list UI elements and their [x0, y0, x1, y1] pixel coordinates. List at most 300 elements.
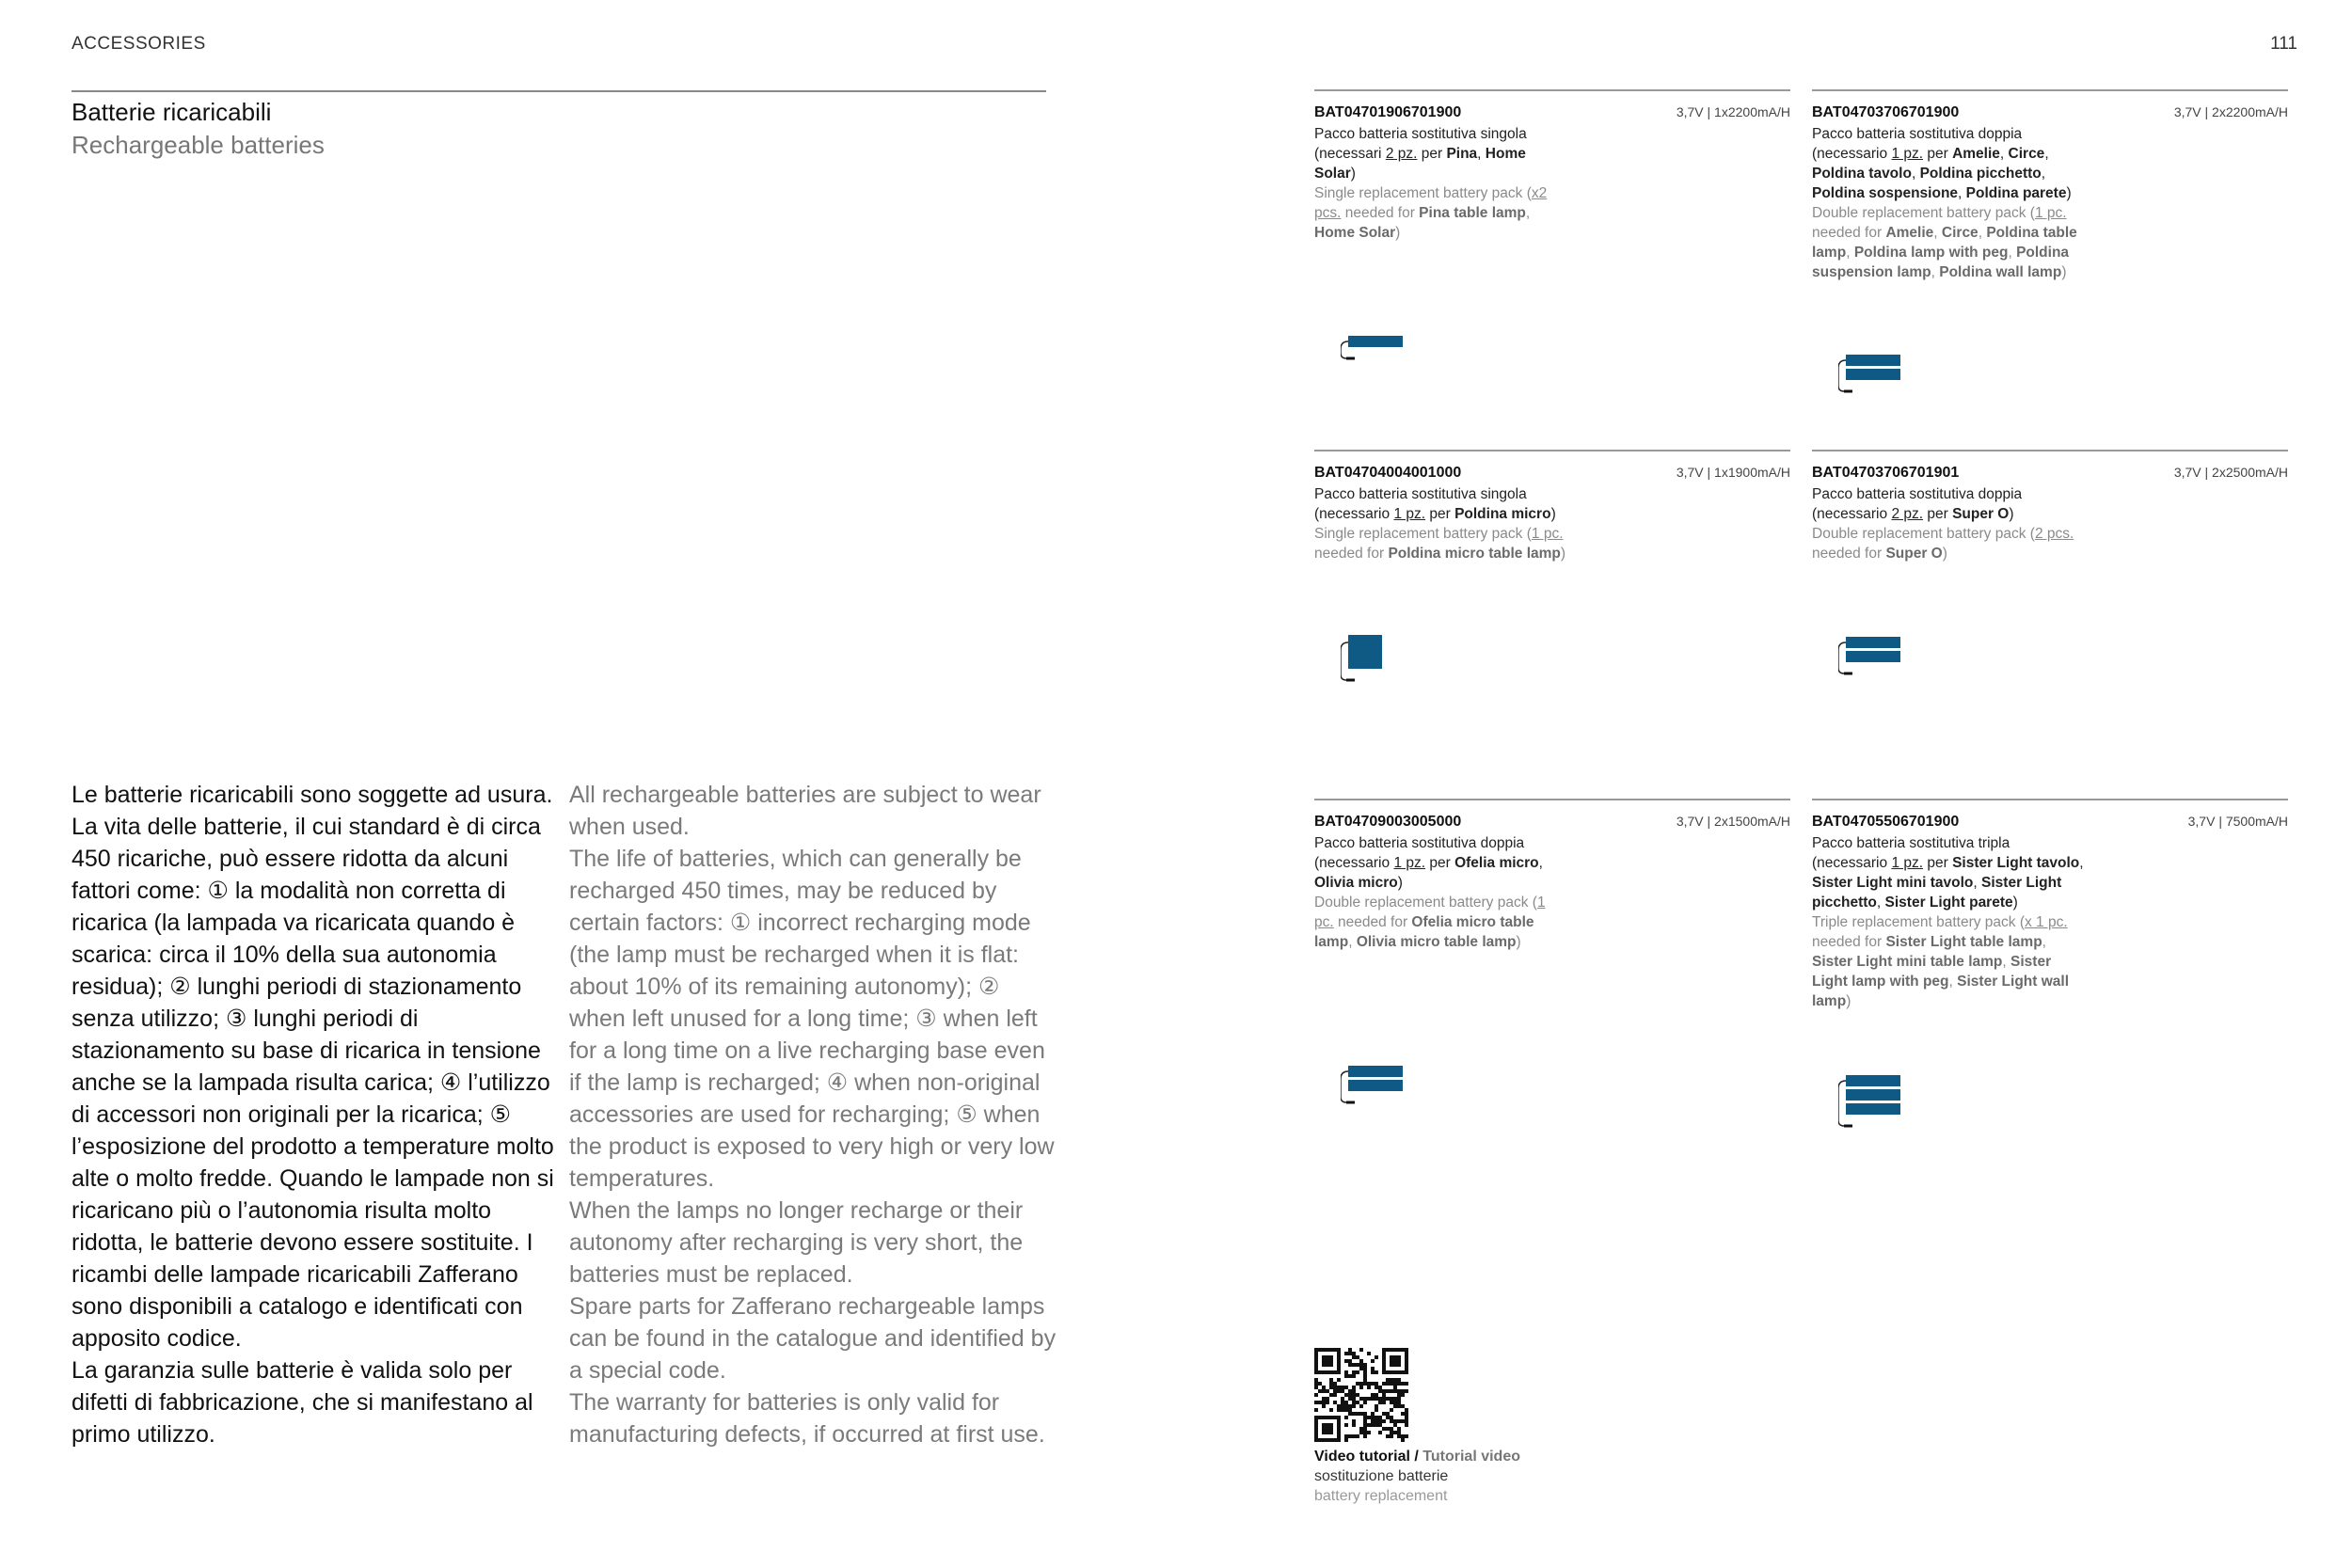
qr-module	[1326, 1438, 1329, 1442]
qr-module	[1405, 1348, 1408, 1352]
qr-module	[1397, 1404, 1401, 1408]
qr-module	[1397, 1431, 1401, 1434]
qr-module	[1322, 1416, 1326, 1419]
qr-module	[1382, 1412, 1386, 1416]
qr-module	[1397, 1370, 1401, 1374]
text-segment: ,	[2002, 954, 2011, 970]
qr-module	[1393, 1386, 1397, 1389]
qr-module	[1393, 1389, 1397, 1393]
qr-module	[1337, 1367, 1341, 1370]
qr-module	[1375, 1397, 1378, 1401]
text-segment: )	[1942, 546, 1947, 562]
qr-module	[1359, 1348, 1363, 1352]
qr-module	[1333, 1348, 1337, 1352]
qr-module	[1378, 1389, 1382, 1393]
text-segment: Triple replacement battery pack (	[1812, 914, 2025, 930]
text-segment: needed for	[1812, 934, 1886, 950]
text-segment: per	[1425, 855, 1455, 871]
qr-module	[1314, 1438, 1318, 1442]
text-segment: ,	[1348, 934, 1357, 950]
qr-module	[1329, 1431, 1333, 1434]
product-description	[1314, 484, 1568, 563]
description-italian	[1314, 124, 1568, 183]
qr-module	[1329, 1438, 1333, 1442]
quantity: 1 pc.	[1531, 526, 1564, 542]
video-tutorial-link[interactable]	[1314, 1447, 1615, 1506]
qr-module	[1341, 1386, 1344, 1389]
qr-module	[1314, 1359, 1318, 1363]
product-name: Amelie	[1885, 225, 1934, 241]
qr-module	[1352, 1419, 1356, 1423]
product-code: BAT04703706701900	[1812, 104, 1960, 120]
qr-module	[1382, 1348, 1386, 1352]
qr-module	[1382, 1419, 1386, 1423]
qr-module	[1356, 1355, 1359, 1359]
text-segment: ,	[1948, 974, 1958, 990]
qr-module	[1393, 1423, 1397, 1427]
qr-module	[1363, 1401, 1367, 1404]
product-code: BAT04704004001000	[1314, 465, 1462, 481]
qr-module	[1329, 1355, 1333, 1359]
qr-module	[1344, 1359, 1348, 1363]
qr-module	[1326, 1355, 1329, 1359]
quantity: 2 pz.	[1385, 146, 1418, 162]
battery-connector	[1346, 679, 1355, 682]
qr-module	[1314, 1434, 1318, 1438]
quantity: 1 pz.	[1393, 855, 1426, 871]
qr-module	[1337, 1427, 1341, 1431]
qr-module	[1367, 1386, 1371, 1389]
battery-cell	[1846, 1089, 1900, 1101]
product-spec: 3,7V | 7500mA/H	[2187, 814, 2288, 829]
description-english	[1314, 183, 1568, 243]
text-segment: Double replacement battery pack (	[1314, 895, 1537, 911]
qr-module	[1382, 1370, 1386, 1374]
quantity: x 1 pc.	[2025, 914, 2068, 930]
text-segment: Pacco batteria sostitutiva singola (necessario	[1314, 486, 1527, 522]
qr-module	[1378, 1423, 1382, 1427]
qr-module	[1314, 1419, 1318, 1423]
paragraph: La vita delle batterie, il cui standard è di circa 450 ricariche, può essere ridotta da alcuni fattori come: ① la modalità non corretta di ricarica (la lampada va ricaricata quando è scarica: circa il 10% della sua autonomia residua); ② lunghi periodi di stazionamento senza utilizzo; ③ lunghi periodi di stazionamento su base di ricarica in tensione anche se la lampada risulta carica; ④ l’utilizzo di accessori non originali per la ricarica; ⑤ l’esposizione del prodotto a temperature molto alte o molto fredde. Quando le lampade non si ricaricano più o l’autonomia risulta molto ridotta, le batterie devono essere sostituite. I ricambi delle lampade ricaricabili Zafferano sono disponibili a catalogo e identificati con apposito codice.	[72, 814, 554, 1352]
qr-module	[1386, 1416, 1390, 1419]
qr-module	[1371, 1370, 1375, 1374]
qr-module	[1363, 1367, 1367, 1370]
text-segment: ,	[1973, 875, 1982, 891]
battery-pack-svg	[1341, 1062, 1425, 1130]
text-segment: ,	[1911, 166, 1920, 182]
qr-module	[1329, 1427, 1333, 1431]
qr-module	[1344, 1393, 1348, 1397]
qr-module	[1348, 1352, 1352, 1355]
paragraph: Spare parts for Zafferano rechargeable lamps can be found in the catalogue and identified by a special code.	[569, 1293, 1057, 1384]
qr-module	[1344, 1438, 1348, 1442]
product-name: Poldina tavolo	[1812, 166, 1912, 182]
page-number: 111	[2270, 34, 2297, 54]
qr-module	[1390, 1419, 1393, 1423]
qr-module	[1326, 1389, 1329, 1393]
text-segment: ,	[2008, 245, 2017, 261]
qr-module	[1329, 1378, 1333, 1382]
qr-module	[1375, 1423, 1378, 1427]
video-caption-en: battery replacement	[1314, 1488, 1448, 1504]
video-label-it: Video tutorial	[1314, 1449, 1410, 1465]
qr-module	[1390, 1389, 1393, 1393]
quantity: 1 pz.	[1393, 506, 1426, 522]
product-description	[1314, 833, 1568, 952]
video-caption-it: sostituzione batterie	[1314, 1468, 1449, 1484]
qr-module	[1390, 1370, 1393, 1374]
qr-module	[1401, 1370, 1405, 1374]
paragraph: The warranty for batteries is only valid for manufacturing defects, if occurred at first use.	[569, 1389, 1045, 1448]
qr-module	[1378, 1416, 1382, 1419]
qr-module	[1348, 1412, 1352, 1416]
battery-pack-image	[1341, 1062, 1425, 1130]
qr-module	[1344, 1370, 1348, 1374]
qr-module	[1322, 1355, 1326, 1359]
qr-module	[1352, 1393, 1356, 1397]
paragraph: All rechargeable batteries are subject to wear when used.	[569, 782, 1041, 840]
qr-module	[1393, 1397, 1397, 1401]
qr-module	[1333, 1416, 1337, 1419]
product-name: Olivia micro	[1314, 875, 1398, 891]
qr-module	[1359, 1427, 1363, 1431]
product-name: Home Solar	[1314, 146, 1526, 182]
qr-module	[1341, 1408, 1344, 1412]
description-english	[1812, 524, 2085, 563]
qr-module	[1401, 1419, 1405, 1423]
qr-module	[1352, 1412, 1356, 1416]
battery-pack-image	[1341, 633, 1425, 701]
qr-module	[1401, 1404, 1405, 1408]
qr-module	[1405, 1355, 1408, 1359]
qr-module	[1348, 1363, 1352, 1367]
text-segment: per	[1923, 506, 1953, 522]
qr-module	[1344, 1423, 1348, 1427]
description-italian	[1812, 833, 2085, 912]
qr-module	[1314, 1348, 1318, 1352]
qr-module	[1318, 1370, 1322, 1374]
text-segment: ,	[1958, 185, 1966, 201]
qr-module	[1363, 1427, 1367, 1431]
qr-module	[1378, 1386, 1382, 1389]
text-segment: Pacco batteria sostitutiva doppia (necessario	[1812, 486, 2023, 522]
product-name: Home Solar	[1314, 225, 1396, 241]
product-name: Sister Light parete	[1884, 895, 2013, 911]
qr-module	[1390, 1363, 1393, 1367]
qr-module	[1337, 1348, 1341, 1352]
quantity: x2 pcs.	[1314, 185, 1548, 221]
qr-module	[1405, 1389, 1408, 1393]
qr-module	[1393, 1401, 1397, 1404]
qr-module	[1318, 1382, 1322, 1386]
product-name: Sister Light mini tavolo	[1812, 875, 1974, 891]
qr-module	[1352, 1386, 1356, 1389]
qr-module	[1341, 1401, 1344, 1404]
qr-module	[1337, 1404, 1341, 1408]
qr-module	[1397, 1401, 1401, 1404]
text-segment: needed for	[1333, 914, 1412, 930]
text-segment: )	[1397, 875, 1403, 891]
battery-wire	[1341, 341, 1348, 358]
qr-module	[1322, 1397, 1326, 1401]
qr-module	[1329, 1359, 1333, 1363]
product-name: Circe	[1941, 225, 1979, 241]
text-segment: ,	[2044, 146, 2049, 162]
product-name: Sister Light table lamp	[1885, 934, 2042, 950]
qr-module	[1375, 1393, 1378, 1397]
qr-module	[1363, 1412, 1367, 1416]
qr-module	[1386, 1389, 1390, 1393]
qr-module	[1326, 1370, 1329, 1374]
battery-pack-image	[1838, 1071, 1923, 1139]
product-name: Poldina wall lamp	[1939, 264, 2062, 280]
qr-module	[1329, 1363, 1333, 1367]
qr-module	[1314, 1427, 1318, 1431]
qr-module	[1371, 1367, 1375, 1370]
product-name: Pina	[1446, 146, 1478, 162]
text-segment: )	[1395, 225, 1401, 241]
qr-module	[1367, 1382, 1371, 1386]
qr-module	[1344, 1401, 1348, 1404]
qr-module	[1386, 1427, 1390, 1431]
product-description	[1812, 833, 2085, 1011]
qr-module	[1337, 1416, 1341, 1419]
text-segment: Pacco batteria sostitutiva doppia (necessario	[1314, 835, 1525, 871]
product-name: Poldina parete	[1965, 185, 2067, 201]
qr-module	[1401, 1412, 1405, 1416]
qr-module	[1363, 1378, 1367, 1382]
qr-module	[1363, 1382, 1367, 1386]
paragraph: The life of batteries, which can generally be recharged 450 times, may be reduced by certain factors: ① incorrect recharging mode (the lamp must be recharged when it is flat: about 10% of its remaining autonomy); ② when left unused for a long time; ③ when left for a long time on a live recharging base even if the lamp is recharged; ④ when non-original accessories are used for recharging; ⑤ when the product is exposed to very high or very low temperatures.	[569, 846, 1055, 1192]
description-english	[1314, 524, 1568, 563]
qr-module	[1386, 1397, 1390, 1401]
qr-module	[1333, 1386, 1337, 1389]
product-name: Sister Light lamp with peg	[1812, 954, 2052, 990]
qr-module	[1344, 1404, 1348, 1408]
qr-module	[1397, 1389, 1401, 1393]
qr-module	[1314, 1363, 1318, 1367]
qr-module	[1363, 1363, 1367, 1367]
qr-module	[1363, 1423, 1367, 1427]
product-name: Super O	[1952, 506, 2010, 522]
qr-module	[1314, 1393, 1318, 1397]
text-segment: Single replacement battery pack (	[1314, 526, 1532, 542]
qr-module	[1329, 1370, 1333, 1374]
product-code: BAT04705506701900	[1812, 814, 1960, 830]
qr-module	[1397, 1363, 1401, 1367]
qr-module	[1371, 1359, 1375, 1363]
qr-module	[1390, 1378, 1393, 1382]
qr-module	[1314, 1416, 1318, 1419]
qr-module	[1337, 1359, 1341, 1363]
qr-module	[1382, 1389, 1386, 1393]
qr-module	[1397, 1427, 1401, 1431]
divider	[1314, 89, 1790, 91]
qr-module	[1326, 1427, 1329, 1431]
qr-module	[1322, 1438, 1326, 1442]
divider	[1812, 450, 2288, 451]
text-segment: Pacco batteria sostitutiva singola (necessari	[1314, 126, 1527, 162]
qr-module	[1344, 1434, 1348, 1438]
product-name: Poldina micro table lamp	[1388, 546, 1561, 562]
qr-module	[1356, 1434, 1359, 1438]
text-segment: )	[1846, 993, 1851, 1009]
qr-module	[1378, 1419, 1382, 1423]
qr-module	[1397, 1434, 1401, 1438]
qr-module	[1359, 1431, 1363, 1434]
qr-module	[1382, 1397, 1386, 1401]
battery-pack-svg	[1838, 351, 1923, 419]
text-segment: per	[1425, 506, 1455, 522]
battery-pack-image	[1838, 351, 1923, 419]
qr-module	[1390, 1397, 1393, 1401]
qr-module	[1348, 1404, 1352, 1408]
paragraph: Le batterie ricaricabili sono soggette ad usura.	[72, 782, 553, 808]
qr-module	[1359, 1359, 1363, 1363]
qr-module	[1329, 1382, 1333, 1386]
battery-pack-image	[1341, 332, 1425, 400]
text-segment: Double replacement battery pack (	[1812, 205, 2035, 221]
qr-module	[1326, 1416, 1329, 1419]
qr-module	[1356, 1393, 1359, 1397]
qr-module	[1393, 1431, 1397, 1434]
text-segment: Pacco batteria sostitutiva doppia (necessario	[1812, 126, 2023, 162]
qr-module	[1382, 1352, 1386, 1355]
qr-module	[1375, 1416, 1378, 1419]
battery-connector	[1346, 1101, 1355, 1104]
qr-module	[1348, 1359, 1352, 1363]
qr-module	[1359, 1404, 1363, 1408]
qr-module	[1359, 1397, 1363, 1401]
qr-module	[1390, 1408, 1393, 1412]
qr-module	[1393, 1348, 1397, 1352]
battery-connector	[1844, 673, 1852, 675]
qr-module	[1318, 1389, 1322, 1393]
qr-module	[1337, 1408, 1341, 1412]
qr-module	[1322, 1404, 1326, 1408]
qr-module	[1356, 1370, 1359, 1374]
qr-code[interactable]	[1314, 1348, 1408, 1447]
qr-module	[1378, 1397, 1382, 1401]
qr-module	[1326, 1431, 1329, 1434]
qr-module	[1393, 1404, 1397, 1408]
qr-module	[1401, 1382, 1405, 1386]
qr-module	[1375, 1370, 1378, 1374]
product-spec: 3,7V | 2x1500mA/H	[1676, 814, 1790, 829]
description-english	[1812, 912, 2085, 1011]
page-title: Batterie ricaricabili	[72, 98, 272, 126]
qr-module	[1356, 1412, 1359, 1416]
qr-module	[1390, 1382, 1393, 1386]
text-segment: ,	[1538, 855, 1543, 871]
qr-module	[1405, 1434, 1408, 1438]
description-italian	[1812, 124, 2085, 203]
body-text-english	[569, 779, 1058, 1450]
qr-module	[1337, 1423, 1341, 1427]
qr-module	[1363, 1419, 1367, 1423]
text-segment: needed for	[1341, 205, 1420, 221]
qr-module	[1367, 1352, 1371, 1355]
qr-module	[1397, 1378, 1401, 1382]
qr-module	[1322, 1359, 1326, 1363]
battery-connector	[1844, 1125, 1852, 1128]
qr-module	[1333, 1389, 1337, 1393]
qr-module	[1333, 1438, 1337, 1442]
product-name: Super O	[1885, 546, 1943, 562]
text-segment: needed for	[1812, 546, 1886, 562]
qr-module	[1341, 1404, 1344, 1408]
qr-module	[1322, 1423, 1326, 1427]
qr-module	[1397, 1382, 1401, 1386]
product-name: Poldina lamp with peg	[1853, 245, 2009, 261]
qr-module	[1337, 1370, 1341, 1374]
qr-module	[1337, 1355, 1341, 1359]
text-segment: ,	[2042, 934, 2046, 950]
qr-module	[1405, 1352, 1408, 1355]
qr-module	[1314, 1423, 1318, 1427]
qr-module	[1393, 1359, 1397, 1363]
qr-module	[1318, 1438, 1322, 1442]
battery-cell	[1846, 369, 1900, 380]
battery-wire	[1838, 1081, 1846, 1126]
quantity: 1 pz.	[1891, 855, 1924, 871]
qr-module	[1352, 1374, 1356, 1378]
qr-module	[1405, 1359, 1408, 1363]
battery-wire	[1838, 360, 1846, 391]
product-spec: 3,7V | 1x2200mA/H	[1676, 104, 1790, 119]
text-segment: ,	[1931, 264, 1940, 280]
product-code: BAT04709003005000	[1314, 814, 1462, 830]
qr-module	[1405, 1416, 1408, 1419]
qr-module	[1405, 1367, 1408, 1370]
qr-module	[1337, 1431, 1341, 1434]
qr-module	[1352, 1352, 1356, 1355]
text-segment: ,	[1846, 245, 1854, 261]
qr-code-image	[1314, 1348, 1408, 1442]
product-name: Poldina picchetto	[1919, 166, 2042, 182]
text-segment: Pacco batteria sostitutiva tripla (necessario	[1812, 835, 2010, 871]
product-name: Sister Light wall lamp	[1812, 974, 2070, 1009]
qr-module	[1371, 1412, 1375, 1416]
text-segment: )	[1550, 506, 1556, 522]
video-label-separator: /	[1409, 1449, 1423, 1465]
section-label: ACCESSORIES	[72, 34, 206, 54]
qr-module	[1314, 1352, 1318, 1355]
qr-module	[1326, 1348, 1329, 1352]
qr-module	[1333, 1393, 1337, 1397]
body-text-italian	[72, 779, 561, 1450]
text-segment: )	[1560, 546, 1566, 562]
qr-module	[1329, 1386, 1333, 1389]
product-description	[1812, 484, 2085, 563]
product-code: BAT04701906701900	[1314, 104, 1462, 120]
qr-module	[1348, 1348, 1352, 1352]
qr-module	[1371, 1382, 1375, 1386]
qr-module	[1375, 1382, 1378, 1386]
qr-module	[1348, 1408, 1352, 1412]
battery-cell	[1846, 637, 1900, 648]
text-segment: )	[2012, 895, 2018, 911]
qr-module	[1322, 1427, 1326, 1431]
divider	[1314, 799, 1790, 800]
text-segment: )	[1350, 166, 1356, 182]
qr-module	[1348, 1374, 1352, 1378]
qr-module	[1401, 1348, 1405, 1352]
product-name: Ofelia micro table lamp	[1314, 914, 1534, 950]
qr-module	[1371, 1397, 1375, 1401]
qr-module	[1363, 1434, 1367, 1438]
qr-module	[1352, 1401, 1356, 1404]
